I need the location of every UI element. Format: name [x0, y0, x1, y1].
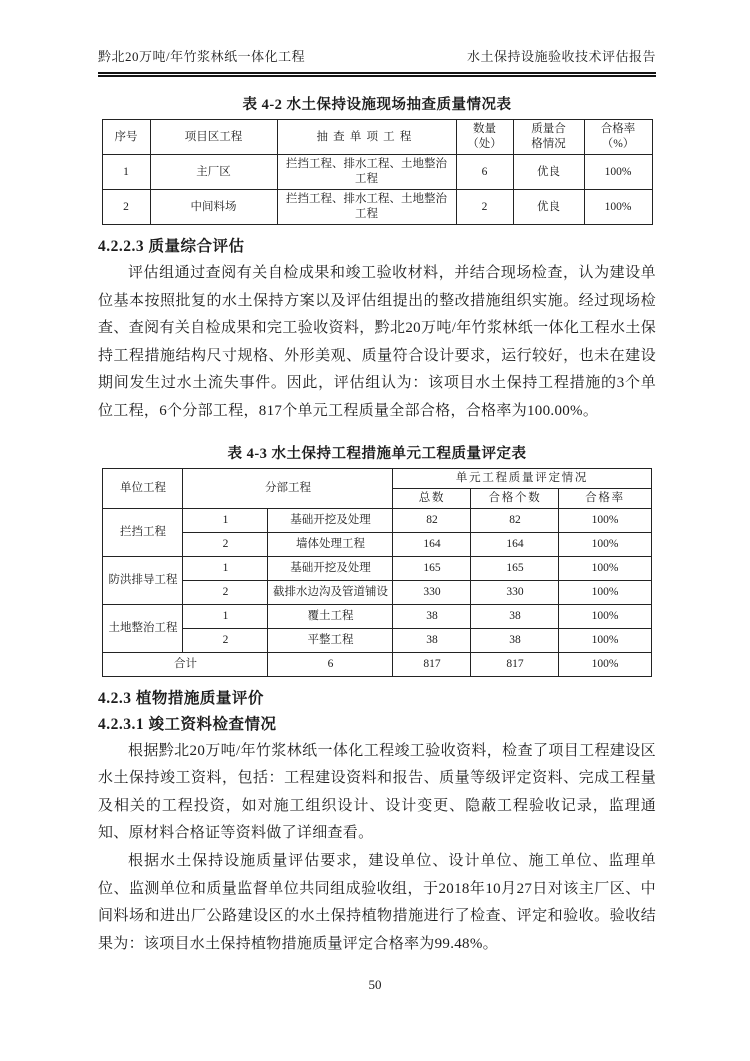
cell-division-no: 2 — [183, 628, 268, 652]
table-row — [103, 508, 651, 532]
section-heading-4-2-3: 4.2.3 植物措施质量评价 — [98, 689, 264, 707]
cell-division-name: 覆土工程 — [268, 604, 393, 628]
cell-total-label: 合计 — [103, 652, 268, 676]
cell-division-no: 1 — [183, 604, 268, 628]
cell-rate: 100% — [559, 652, 651, 676]
table-row — [103, 628, 651, 652]
cell-total: 330 — [393, 580, 471, 604]
cell-serial: 1 — [102, 155, 150, 190]
table-4-3-title: 表 4-3 水土保持工程措施单元工程质量评定表 — [227, 445, 527, 462]
cell-rate: 100% — [559, 580, 651, 604]
body-paragraph: 评估组通过查阅有关自检成果和竣工验收材料，并结合现场检查，认为建设单位基本按照批复的水土保持方案以及评估组提出的整改措施组织实施。经过现场检查、查阅有关自检成果和完工验收资料，黔北20万吨/年竹浆林纸一体化工程水土保持工程措施结构尺寸规格、外形美观、质量符合设计要求，运行较好，也未在建设期间发生过水土流失事件。因此，评估组认为：该项目水土保持工程措施的3个单位工程，6个分部工程，817个单元工程质量全部合格，合格率为100.00%。 — [98, 265, 656, 419]
cell-division-name: 基础开挖及处理 — [268, 508, 393, 532]
cell-rate: 100% — [559, 628, 651, 652]
cell-serial: 2 — [102, 190, 150, 225]
cell-division-no: 1 — [183, 508, 268, 532]
cell-quality-status: 优良 — [513, 155, 584, 190]
cell-unit-project: 拦挡工程 — [103, 508, 183, 556]
table-4-2-title: 表 4-2 水土保持设施现场抽查质量情况表 — [242, 97, 512, 113]
cell-rate: 100% — [559, 604, 651, 628]
col-header-quality-group: 单元工程质量评定情况 — [393, 468, 651, 488]
col-header-spot-check-item: 抽查单项工程 — [277, 120, 456, 155]
cell-quantity: 6 — [456, 155, 513, 190]
running-header — [98, 46, 656, 77]
section-heading-4-2-2-3: 4.2.2.3 质量综合评估 — [98, 238, 245, 255]
body-paragraph: 根据黔北20万吨/年竹浆林纸一体化工程竣工验收资料，检查了项目工程建设区水土保持竣工资料，包括：工程建设资料和报告、质量等级评定资料、完成工程量及相关的工程投资，如对施工组织设计、设计变更、隐蔽工程验收记录，监理通知、原材料合格证等资料做了详细查看。 — [98, 742, 656, 842]
spot-check-quality-table — [102, 119, 653, 225]
cell-qualified: 38 — [471, 628, 559, 652]
col-header-qualified: 合格个数 — [471, 488, 559, 508]
cell-total: 817 — [393, 652, 471, 676]
body-paragraph: 根据水土保持设施质量评估要求，建设单位、设计单位、施工单位、监理单位、监测单位和质量监督单位共同组成验收组，于2018年10月27日对该主厂区、中间料场和进出厂公路建设区的水土保持植物措施进行了检查、评定和验收。验收结果为：该项目水土保持植物措施质量评定合格率为99.48%。 — [98, 852, 656, 952]
table-row — [102, 190, 652, 225]
col-header-pass-rate: 合格率（%） — [584, 120, 652, 155]
cell-total: 38 — [393, 628, 471, 652]
table-total-row — [103, 652, 651, 676]
col-header-unit-project: 单位工程 — [103, 468, 183, 508]
cell-quantity: 2 — [456, 190, 513, 225]
cell-total: 164 — [393, 532, 471, 556]
cell-spot-check-items: 拦挡工程、排水工程、土地整治工程 — [277, 155, 456, 190]
cell-division-no: 1 — [183, 556, 268, 580]
page-content — [98, 46, 656, 958]
table-row — [103, 604, 651, 628]
cell-pass-rate: 100% — [584, 190, 652, 225]
col-header-quantity: 数量（处） — [456, 120, 513, 155]
header-project-name: 黔北20万吨/年竹浆林纸一体化工程 — [98, 49, 306, 64]
cell-spot-check-items: 拦挡工程、排水工程、土地整治工程 — [277, 190, 456, 225]
page-number: 50 — [368, 977, 382, 992]
table-row — [103, 532, 651, 556]
table-row — [103, 556, 651, 580]
col-header-division-project: 分部工程 — [183, 468, 393, 508]
cell-division-name: 截排水边沟及管道铺设 — [268, 580, 393, 604]
cell-unit-project: 防洪排导工程 — [103, 556, 183, 604]
cell-rate: 100% — [559, 556, 651, 580]
cell-qualified: 330 — [471, 580, 559, 604]
cell-qualified: 164 — [471, 532, 559, 556]
cell-pass-rate: 100% — [584, 155, 652, 190]
cell-total: 165 — [393, 556, 471, 580]
table-header-row — [102, 120, 652, 155]
cell-division-no: 2 — [183, 580, 268, 604]
cell-qualified: 82 — [471, 508, 559, 532]
table-row — [103, 580, 651, 604]
cell-project-area: 主厂区 — [150, 155, 277, 190]
cell-qualified: 38 — [471, 604, 559, 628]
cell-unit-project: 土地整治工程 — [103, 604, 183, 652]
cell-division-name: 平整工程 — [268, 628, 393, 652]
header-report-name: 水土保持设施验收技术评估报告 — [466, 49, 656, 64]
cell-qualified: 165 — [471, 556, 559, 580]
cell-total: 82 — [393, 508, 471, 532]
section-heading-4-2-3-1: 4.2.3.1 竣工资料检查情况 — [98, 715, 277, 733]
col-header-serial: 序号 — [102, 120, 150, 155]
cell-division-name: 墙体处理工程 — [268, 532, 393, 556]
col-header-total: 总数 — [393, 488, 471, 508]
col-header-rate: 合格率 — [559, 488, 651, 508]
unit-project-quality-table — [102, 468, 651, 677]
cell-division-name: 基础开挖及处理 — [268, 556, 393, 580]
cell-division-no: 2 — [183, 532, 268, 556]
cell-qualified: 817 — [471, 652, 559, 676]
cell-total: 38 — [393, 604, 471, 628]
cell-project-area: 中间料场 — [150, 190, 277, 225]
cell-division-count: 6 — [268, 652, 393, 676]
table-row — [102, 155, 652, 190]
cell-quality-status: 优良 — [513, 190, 584, 225]
cell-rate: 100% — [559, 508, 651, 532]
col-header-project-area: 项目区工程 — [150, 120, 277, 155]
cell-rate: 100% — [559, 532, 651, 556]
table-header-row — [103, 468, 651, 488]
col-header-quality-status: 质量合格情况 — [513, 120, 584, 155]
